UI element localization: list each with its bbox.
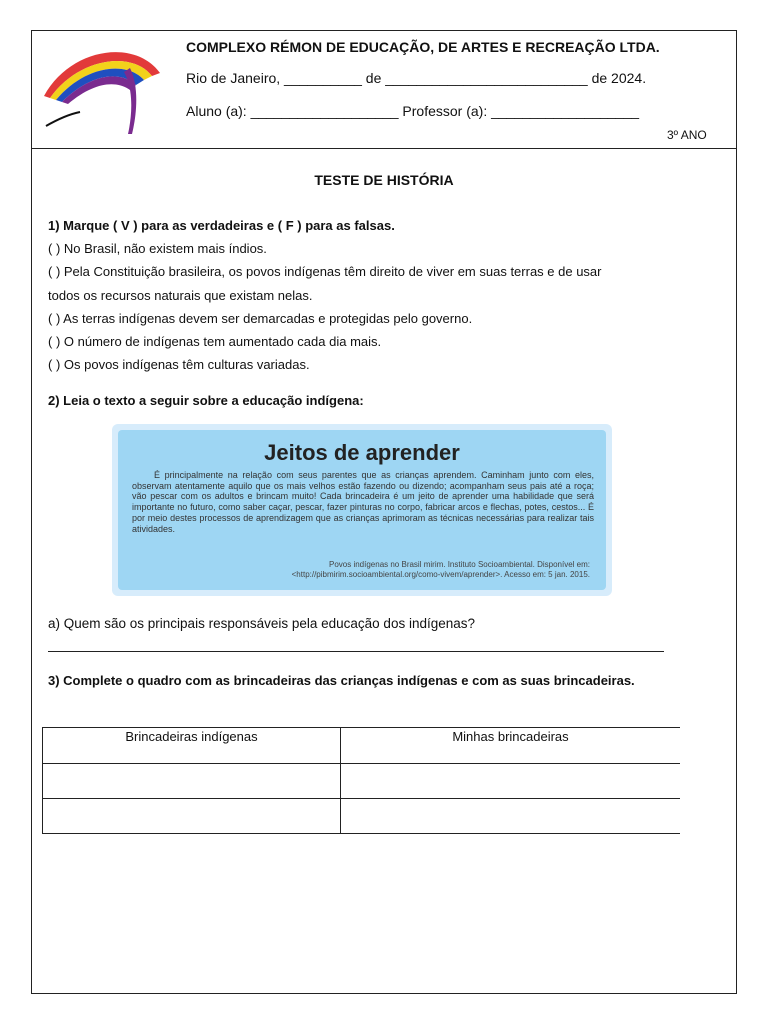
question-1-item: ( ) No Brasil, não existem mais índios. [48, 241, 267, 256]
student-teacher-line: Aluno (a): ___________________ Professor (a): ___________________ [186, 103, 640, 119]
question-1-item: ( ) As terras indígenas devem ser demarcadas e protegidas pelo governo. [48, 311, 473, 326]
test-title: TESTE DE HISTÓRIA [314, 172, 454, 188]
question-1-item-continued: todos os recursos naturais que existam nelas. [48, 288, 313, 303]
column-header-mine: Minhas brincadeiras [341, 728, 681, 764]
table-cell-mine[interactable] [341, 764, 681, 799]
grade-label: 3º ANO [667, 128, 707, 142]
question-2-prompt: 2) Leia o texto a seguir sobre a educação indígena: [48, 393, 364, 408]
source-line: Povos indígenas no Brasil mirim. Instituto Socioambiental. Disponível em: [328, 560, 590, 569]
reading-card-source [260, 560, 590, 580]
source-line: <http://pibmirim.socioambiental.org/como-vivem/aprender>. Acesso em: 5 jan. 2015. [291, 570, 590, 579]
table-cell-indigenous[interactable] [43, 764, 341, 799]
reading-card-title: Jeitos de aprender [264, 440, 460, 465]
reading-card-text: É principalmente na relação com seus parentes que as crianças aprendem. Caminham junto com eles, observam atentamente aquilo que os mais velhos estão fazendo ou dizendo; acompanham seus pais até a roça; vão pescar com os adultos e brincam muito! Cada brincadeira é um jeito de aprender uma habilidade que será importante no futuro, como saber caçar, pescar, fazer pinturas no corpo, fabricar arcos e flechas, potes, cestos... É por meio destes processos de aprendizagem que as crianças aprimoram as técnicas necessárias para realizar tais atividades. [132, 470, 594, 534]
school-name: COMPLEXO RÉMON DE EDUCAÇÃO, DE ARTES E RECREAÇÃO LTDA. [186, 39, 660, 55]
reading-card [112, 424, 612, 596]
table-row [43, 799, 681, 834]
question-2a: a) Quem são os principais responsáveis pela educação dos indígenas? [48, 616, 476, 631]
table-header-row [43, 728, 681, 764]
reading-card-body [118, 430, 606, 590]
question-1-item: ( ) O número de indígenas tem aumentado cada dia mais. [48, 334, 382, 349]
activities-table [42, 727, 680, 834]
date-line: Rio de Janeiro, __________ de __________________________ de 2024. [186, 70, 647, 86]
table-cell-mine[interactable] [341, 799, 681, 834]
question-3-prompt: 3) Complete o quadro com as brincadeiras das crianças indígenas e com as suas brincadeiras. [48, 673, 635, 688]
column-header-indigenous: Brincadeiras indígenas [43, 728, 341, 764]
question-1-prompt: 1) Marque ( V ) para as verdadeiras e ( F ) para as falsas. [48, 218, 395, 233]
answer-line[interactable] [48, 651, 664, 652]
header-divider [31, 148, 737, 149]
table-cell-indigenous[interactable] [43, 799, 341, 834]
question-1-item: ( ) Os povos indígenas têm culturas variadas. [48, 357, 310, 372]
question-1-item: ( ) Pela Constituição brasileira, os povos indígenas têm direito de viver em suas terras e de usar [48, 264, 602, 279]
table-row [43, 764, 681, 799]
crear-logo [40, 38, 172, 138]
